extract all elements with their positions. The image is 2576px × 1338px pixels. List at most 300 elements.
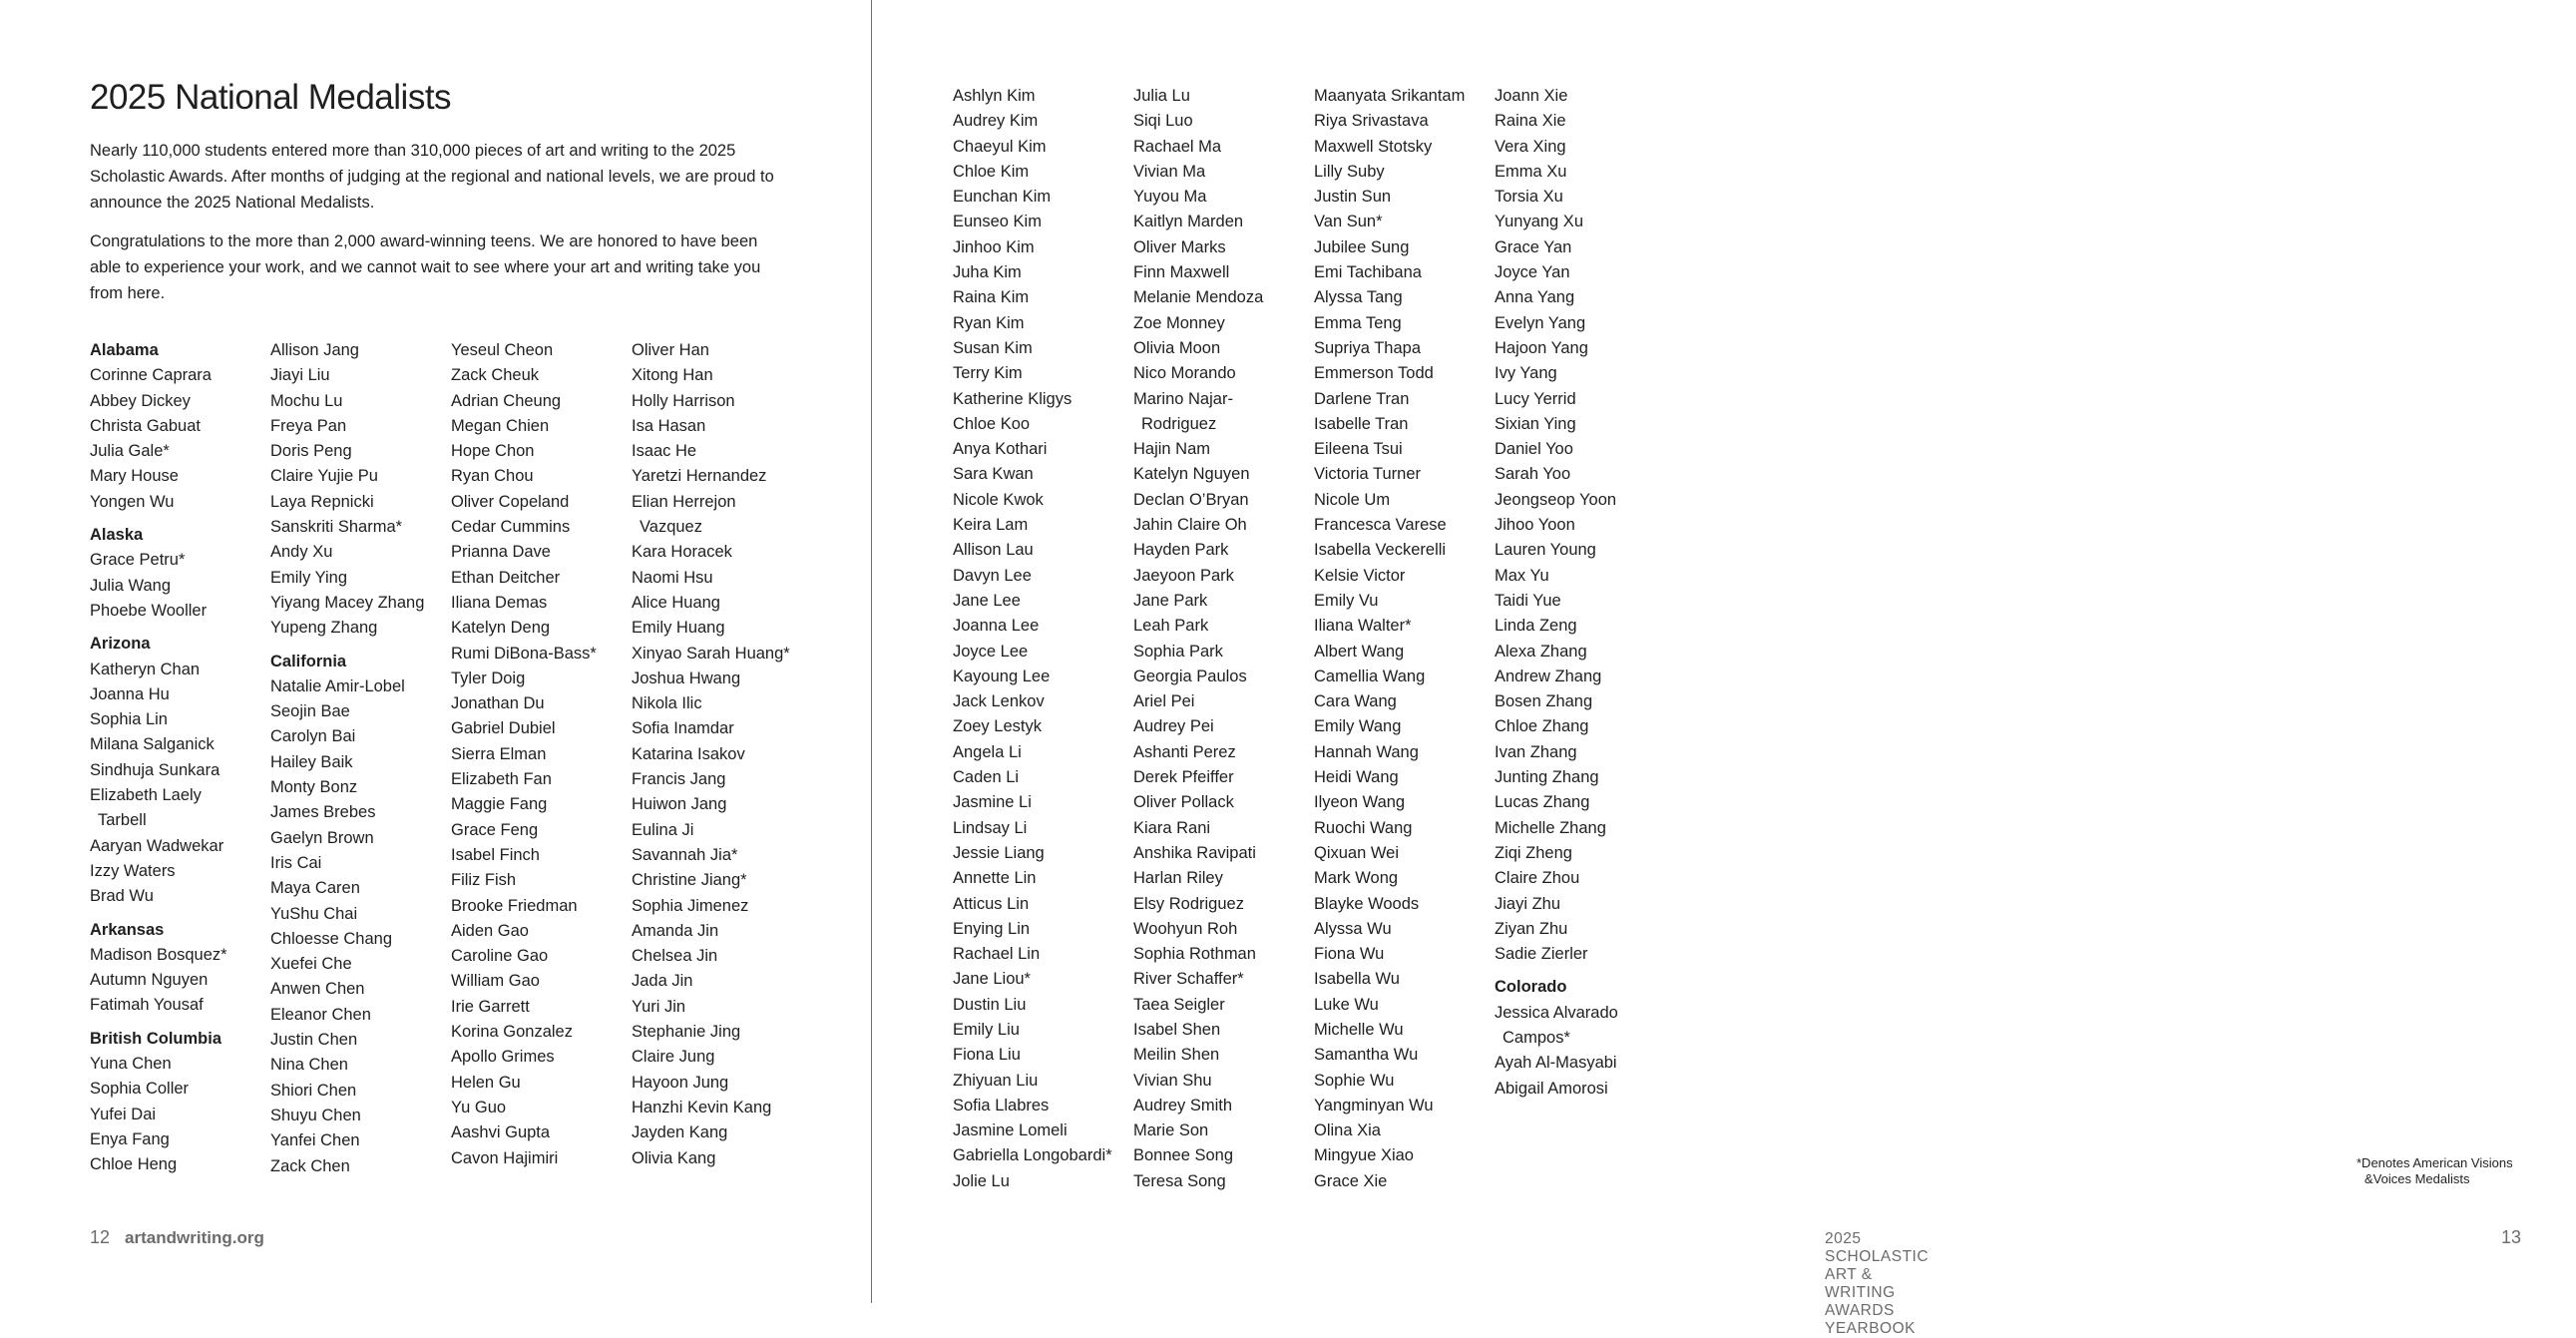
- medalist-name: River Schaffer*: [1133, 970, 1244, 989]
- medalist-name: Siqi Luo: [1133, 112, 1193, 131]
- medalist-name: Emily Huang: [632, 619, 725, 638]
- medalist-name: Andrew Zhang: [1495, 667, 1602, 685]
- medalist-name: Chaeyul Kim: [953, 137, 1047, 156]
- medalist-name: Maxwell Stotsky: [1314, 137, 1433, 156]
- medalist-name: Eunseo Kim: [953, 213, 1042, 231]
- medalist-name: Taea Seigler: [1133, 995, 1225, 1014]
- medalist-name: Oliver Pollack: [1133, 793, 1234, 812]
- medalist-name: Derek Pfeiffer: [1133, 768, 1234, 787]
- medalist-name: Freya Pan: [270, 416, 347, 435]
- medalist-name: Katelyn Deng: [451, 619, 551, 638]
- medalist-name: Jasmine Li: [953, 793, 1032, 812]
- medalist-name: Abbey Dickey: [90, 391, 191, 410]
- footer-site-link[interactable]: artandwriting.org: [125, 1228, 264, 1247]
- medalist-name: Grace Yan: [1495, 237, 1572, 256]
- medalist-name: Davyn Lee: [953, 566, 1032, 585]
- medalist-name: Junting Zhang: [1495, 768, 1599, 787]
- medalist-name: Nico Morando: [1133, 364, 1236, 383]
- medalist-name: Yunyang Xu: [1495, 213, 1583, 231]
- medalist-name: Emily Vu: [1314, 591, 1379, 610]
- medalist-name: Jiayi Zhu: [1495, 894, 1561, 913]
- medalist-name: Oliver Han: [632, 341, 709, 359]
- medalist-name: Isabelle Tran: [1314, 414, 1409, 433]
- medalist-name: Aaryan Wadwekar: [90, 836, 224, 855]
- medalist-name: Bosen Zhang: [1495, 692, 1593, 711]
- medalist-name: Adrian Cheung: [451, 391, 562, 410]
- medalist-name: Vivian Ma: [1133, 162, 1206, 181]
- medalist-name: Marie Son: [1133, 1121, 1209, 1140]
- medalist-name: William Gao: [451, 972, 540, 991]
- medalist-name: Enya Fang: [90, 1129, 170, 1148]
- medalist-name: Isabel Shen: [1133, 1020, 1221, 1039]
- medalist-name: Anwen Chen: [270, 980, 365, 999]
- medalist-name: Eulina Ji: [632, 820, 694, 839]
- medalist-name: Hajoon Yang: [1495, 338, 1588, 357]
- medalist-name: Autumn Nguyen: [90, 971, 209, 990]
- medalist-name: Eleanor Chen: [270, 1005, 371, 1024]
- medalist-name: Nikola Ilic: [632, 694, 702, 713]
- state-heading: Colorado: [1495, 978, 1567, 997]
- medalist-name: Isaac He: [632, 442, 697, 461]
- medalist-name: Juha Kim: [953, 263, 1022, 282]
- name-column-1: [90, 338, 274, 1178]
- name-column-8: [1495, 84, 1679, 1102]
- medalist-name: Taidi Yue: [1495, 591, 1561, 610]
- medalist-name: Iris Cai: [270, 853, 322, 872]
- medalist-name: Hannah Wang: [1314, 742, 1419, 761]
- medalist-name: Lucy Yerrid: [1495, 389, 1576, 408]
- medalist-name: Emmerson Todd: [1314, 364, 1434, 383]
- medalist-name: Declan O’Bryan: [1133, 490, 1249, 509]
- medalist-name: Sanskriti Sharma*: [270, 518, 403, 537]
- medalist-name: Claire Yujie Pu: [270, 467, 378, 486]
- medalist-name: Camellia Wang: [1314, 667, 1426, 685]
- medalist-name: Yongen Wu: [90, 492, 175, 511]
- medalist-name: Jane Lee: [953, 591, 1021, 610]
- medalist-name: Gaelyn Brown: [270, 828, 374, 847]
- medalist-name: Sophia Coller: [90, 1080, 190, 1099]
- medalist-name: Emma Xu: [1495, 162, 1567, 181]
- medalist-name: Jihoo Yoon: [1495, 516, 1575, 535]
- medalist-name: Yiyang Macey Zhang: [270, 593, 425, 612]
- name-column-5: [953, 84, 1137, 1194]
- medalist-name: Jessica Alvarado: [1495, 1003, 1618, 1022]
- medalist-name: Sofia Inamdar: [632, 719, 734, 738]
- medalist-name: Alice Huang: [632, 593, 720, 612]
- medalist-name: Katherine Kligys: [953, 389, 1073, 408]
- medalist-name: Fiona Liu: [953, 1046, 1021, 1065]
- medalist-name: Justin Chen: [270, 1031, 358, 1050]
- medalist-name: Ariel Pei: [1133, 692, 1195, 711]
- medalist-name: Brooke Friedman: [451, 896, 578, 915]
- medalist-name: Isabella Wu: [1314, 970, 1400, 989]
- medalist-name: Alexa Zhang: [1495, 642, 1587, 661]
- medalist-name: Isabel Finch: [451, 845, 540, 864]
- medalist-name: Huiwon Jang: [632, 795, 727, 814]
- medalist-name: Hajin Nam: [1133, 440, 1211, 459]
- medalist-name: Ethan Deitcher: [451, 568, 561, 587]
- medalist-name: Marino Najar-: [1133, 389, 1233, 408]
- medalist-name: Ivan Zhang: [1495, 742, 1577, 761]
- medalist-name: Phoebe Wooller: [90, 601, 208, 620]
- medalist-name: Jubilee Sung: [1314, 237, 1410, 256]
- medalist-name: Yuyou Ma: [1133, 188, 1207, 207]
- medalist-name: Seojin Bae: [270, 702, 350, 721]
- medalist-name: Megan Chien: [451, 416, 550, 435]
- medalist-name: Fiona Wu: [1314, 945, 1385, 964]
- medalist-name: Lindsay Li: [953, 818, 1028, 837]
- medalist-name: Yaretzi Hernandez: [632, 467, 767, 486]
- medalist-name: Rachael Ma: [1133, 137, 1222, 156]
- medalist-name: Filiz Fish: [451, 871, 517, 890]
- state-heading: British Columbia: [90, 1029, 222, 1048]
- medalist-name: Katheryn Chan: [90, 660, 201, 678]
- medalist-name: Gabriella Longobardi*: [953, 1146, 1112, 1165]
- medalist-name: Sophie Wu: [1314, 1071, 1395, 1090]
- medalist-name: Enying Lin: [953, 919, 1031, 938]
- intro-paragraph-2: Congratulations to the more than 2,000 award-winning teens. We are honored to have been able to experience your work, and we cannot wait to see where your art and writing take you from here.: [90, 232, 761, 302]
- medalist-name: Nicole Kwok: [953, 490, 1044, 509]
- medalist-name: Allison Jang: [270, 341, 359, 359]
- medalist-name: Hope Chon: [451, 442, 535, 461]
- medalist-name: Olina Xia: [1314, 1121, 1381, 1140]
- medalist-name: Sophia Rothman: [1133, 945, 1256, 964]
- medalist-name: Katelyn Nguyen: [1133, 465, 1250, 484]
- medalist-name: Zack Cheuk: [451, 366, 540, 385]
- medalist-name-continued: Tarbell: [98, 811, 147, 830]
- state-heading: Alabama: [90, 341, 159, 359]
- medalist-name: Daniel Yoo: [1495, 440, 1573, 459]
- medalist-name: Helen Gu: [451, 1073, 521, 1092]
- medalist-name: Milana Salganick: [90, 735, 215, 754]
- medalist-name: Ziyan Zhu: [1495, 919, 1568, 938]
- medalist-name: Yeseul Cheon: [451, 341, 554, 359]
- medalist-name: Joshua Hwang: [632, 669, 741, 687]
- medalist-name: Heidi Wang: [1314, 768, 1399, 787]
- medalist-name: Stephanie Jing: [632, 1023, 741, 1042]
- footnote: [2357, 1155, 2576, 1187]
- medalist-name: Maggie Fang: [451, 795, 548, 814]
- medalist-name: Supriya Thapa: [1314, 338, 1422, 357]
- medalist-name: Eileena Tsui: [1314, 440, 1403, 459]
- medalist-name: Sindhuja Sunkara: [90, 760, 220, 779]
- medalist-name: Grace Feng: [451, 820, 539, 839]
- medalist-name: Tyler Doig: [451, 669, 526, 687]
- medalist-name: Chloesse Chang: [270, 929, 392, 948]
- footnote-line: &Voices Medalists: [2364, 1171, 2470, 1186]
- name-column-4: [632, 338, 816, 1171]
- medalist-name: Jaeyoon Park: [1133, 566, 1234, 585]
- medalist-name: Ryan Chou: [451, 467, 534, 486]
- medalist-name: Gabriel Dubiel: [451, 719, 556, 738]
- medalist-name: Maanyata Srikantam: [1314, 87, 1466, 105]
- medalist-name: Ivy Yang: [1495, 364, 1557, 383]
- medalist-name: Xitong Han: [632, 366, 713, 385]
- medalist-name: Dustin Liu: [953, 995, 1027, 1014]
- medalist-name: Elian Herrejon: [632, 492, 736, 511]
- medalist-name: Linda Zeng: [1495, 617, 1577, 636]
- medalist-name: Georgia Paulos: [1133, 667, 1247, 685]
- medalist-name: Jack Lenkov: [953, 692, 1045, 711]
- medalist-name: Mochu Lu: [270, 391, 343, 410]
- medalist-name: Olivia Moon: [1133, 338, 1221, 357]
- medalist-name: Oliver Copeland: [451, 492, 570, 511]
- medalist-name: Francesca Varese: [1314, 516, 1447, 535]
- medalist-name: Hailey Baik: [270, 752, 353, 771]
- medalist-name: Aiden Gao: [451, 921, 529, 940]
- medalist-name: Kayoung Lee: [953, 667, 1051, 685]
- medalist-name: Caroline Gao: [451, 947, 549, 966]
- medalist-name: Cara Wang: [1314, 692, 1397, 711]
- medalist-name: Monty Bonz: [270, 778, 358, 797]
- medalist-name: Jane Liou*: [953, 970, 1031, 989]
- medalist-name: Emi Tachibana: [1314, 263, 1422, 282]
- state-heading: California: [270, 652, 347, 670]
- medalist-name: Rumi DiBona-Bass*: [451, 644, 597, 663]
- medalist-name: Lauren Young: [1495, 541, 1596, 560]
- medalist-name: Emily Liu: [953, 1020, 1020, 1039]
- page-number-right: 13: [2501, 1227, 2522, 1247]
- medalist-name: Leah Park: [1133, 617, 1209, 636]
- medalist-name: Melanie Mendoza: [1133, 288, 1264, 307]
- medalist-name: James Brebes: [270, 803, 376, 822]
- medalist-name: Xuefei Che: [270, 955, 352, 974]
- medalist-name: Blayke Woods: [1314, 894, 1420, 913]
- medalist-name: Sophia Park: [1133, 642, 1223, 661]
- medalist-name: Maya Caren: [270, 879, 360, 898]
- medalist-name: Justin Sun: [1314, 188, 1392, 207]
- medalist-name: Amanda Jin: [632, 921, 719, 940]
- medalist-name: Ruochi Wang: [1314, 818, 1413, 837]
- medalist-name: Alyssa Tang: [1314, 288, 1403, 307]
- medalist-name: Cedar Cummins: [451, 518, 571, 537]
- medalist-name: Chloe Zhang: [1495, 717, 1589, 736]
- medalist-name: Nicole Um: [1314, 490, 1391, 509]
- medalist-name: Jada Jin: [632, 972, 693, 991]
- name-column-3: [451, 338, 636, 1171]
- medalist-name: Jeongseop Yoon: [1495, 490, 1617, 509]
- medalist-name: Kaitlyn Marden: [1133, 213, 1244, 231]
- medalist-name: Yuna Chen: [90, 1055, 172, 1074]
- medalist-name: Victoria Turner: [1314, 465, 1421, 484]
- medalist-name: Francis Jang: [632, 770, 726, 789]
- medalist-name: Kelsie Victor: [1314, 566, 1406, 585]
- medalist-name: Eunchan Kim: [953, 188, 1052, 207]
- medalist-name: Sadie Zierler: [1495, 945, 1588, 964]
- medalist-name: Shuyu Chen: [270, 1106, 361, 1124]
- medalist-name: Jasmine Lomeli: [953, 1121, 1068, 1140]
- medalist-name: Woohyun Roh: [1133, 919, 1238, 938]
- medalist-name: Qixuan Wei: [1314, 843, 1399, 862]
- medalist-name: Apollo Grimes: [451, 1048, 555, 1067]
- medalist-name: Jinhoo Kim: [953, 237, 1035, 256]
- medalist-name: Christa Gabuat: [90, 416, 201, 435]
- name-column-6: [1133, 84, 1318, 1194]
- medalist-name: Michelle Wu: [1314, 1020, 1404, 1039]
- medalist-name: Chelsea Jin: [632, 947, 718, 966]
- medalist-name: Audrey Smith: [1133, 1096, 1233, 1115]
- medalist-name: Raina Kim: [953, 288, 1030, 307]
- medalist-name: Jayden Kang: [632, 1123, 728, 1142]
- medalist-name: Yupeng Zhang: [270, 619, 378, 638]
- medalist-name: Elsy Rodriguez: [1133, 894, 1244, 913]
- medalist-name: Chloe Kim: [953, 162, 1030, 181]
- medalist-name: Audrey Pei: [1133, 717, 1214, 736]
- medalist-name: Jonathan Du: [451, 694, 545, 713]
- medalist-name: Jolie Lu: [953, 1171, 1010, 1190]
- medalist-name: Hayden Park: [1133, 541, 1229, 560]
- medalist-name: Luke Wu: [1314, 995, 1379, 1014]
- medalist-name: Anna Yang: [1495, 288, 1575, 307]
- medalist-name: Susan Kim: [953, 338, 1033, 357]
- medalist-name: Samantha Wu: [1314, 1046, 1419, 1065]
- medalist-name: Katarina Isakov: [632, 744, 745, 763]
- medalist-name: Finn Maxwell: [1133, 263, 1230, 282]
- yearbook-title-footer: 2025 SCHOLASTIC ART & WRITING AWARDS YEARBOOK: [1825, 1230, 1930, 1337]
- medalist-name: Olivia Kang: [632, 1148, 716, 1167]
- book-spine-divider: [871, 0, 872, 1303]
- medalist-name: Yanfei Chen: [270, 1131, 360, 1150]
- page-title: 2025 National Medalists: [90, 78, 452, 117]
- medalist-name: Julia Lu: [1133, 87, 1190, 105]
- medalist-name: Jane Park: [1133, 591, 1208, 610]
- medalist-name: Ziqi Zheng: [1495, 843, 1572, 862]
- medalist-name: Emily Wang: [1314, 717, 1402, 736]
- medalist-name: Irie Garrett: [451, 997, 530, 1016]
- medalist-name: Sixian Ying: [1495, 414, 1576, 433]
- medalist-name: Emma Teng: [1314, 313, 1402, 332]
- medalist-name: Yufei Dai: [90, 1105, 157, 1123]
- medalist-name: Hanzhi Kevin Kang: [632, 1098, 772, 1116]
- medalist-name: Holly Harrison: [632, 391, 735, 410]
- medalist-name: Annette Lin: [953, 869, 1037, 888]
- state-heading: Arkansas: [90, 920, 165, 939]
- medalist-name: Kara Horacek: [632, 543, 732, 562]
- medalist-name: Allison Lau: [953, 541, 1034, 560]
- page-number-left: 12: [90, 1227, 111, 1247]
- state-heading: Alaska: [90, 526, 144, 545]
- medalist-name: YuShu Chai: [270, 904, 358, 923]
- medalist-name: Isabella Veckerelli: [1314, 541, 1447, 560]
- medalist-name: Jessie Liang: [953, 843, 1045, 862]
- medalist-name: Shiori Chen: [270, 1081, 357, 1100]
- medalist-name: Teresa Song: [1133, 1171, 1226, 1190]
- medalist-name: Zoey Lestyk: [953, 717, 1042, 736]
- medalist-name: Yangminyan Wu: [1314, 1096, 1434, 1115]
- medalist-name: Riya Srivastava: [1314, 112, 1429, 131]
- medalist-name: Audrey Kim: [953, 112, 1039, 131]
- medalist-name: Hayoon Jung: [632, 1073, 729, 1092]
- medalist-name: Joanna Hu: [90, 684, 170, 703]
- medalist-name: Andy Xu: [270, 543, 333, 562]
- medalist-name: Chloe Koo: [953, 414, 1031, 433]
- medalist-name: Ayah Al-Masyabi: [1495, 1054, 1617, 1073]
- medalist-name: Keira Lam: [953, 516, 1029, 535]
- medalist-name: Anshika Ravipati: [1133, 843, 1256, 862]
- medalist-name: Jahin Claire Oh: [1133, 516, 1247, 535]
- medalist-name: Abigail Amorosi: [1495, 1079, 1608, 1098]
- medalist-name: Claire Jung: [632, 1048, 715, 1067]
- medalist-name: Joyce Lee: [953, 642, 1029, 661]
- medalist-name: Elizabeth Fan: [451, 770, 552, 789]
- medalist-name: Terry Kim: [953, 364, 1023, 383]
- medalist-name: Ilyeon Wang: [1314, 793, 1406, 812]
- medalist-name: Yu Guo: [451, 1098, 507, 1116]
- medalist-name: Brad Wu: [90, 887, 154, 906]
- name-column-2: [270, 338, 455, 1179]
- medalist-name: Bonnee Song: [1133, 1146, 1234, 1165]
- medalist-name: Darlene Tran: [1314, 389, 1410, 408]
- medalist-name: Meilin Shen: [1133, 1046, 1220, 1065]
- medalist-name: Elizabeth Laely: [90, 786, 202, 805]
- medalist-name: Doris Peng: [270, 442, 352, 461]
- medalist-name: Harlan Riley: [1133, 869, 1223, 888]
- medalist-name: Vivian Shu: [1133, 1071, 1212, 1090]
- medalist-name: Iliana Walter*: [1314, 617, 1412, 636]
- medalist-name: Claire Zhou: [1495, 869, 1580, 888]
- medalist-name: Evelyn Yang: [1495, 313, 1586, 332]
- medalist-name: Van Sun*: [1314, 213, 1383, 231]
- medalist-name: Chloe Heng: [90, 1155, 178, 1174]
- medalist-name: Max Yu: [1495, 566, 1549, 585]
- medalist-name: Atticus Lin: [953, 894, 1030, 913]
- medalist-name: Savannah Jia*: [632, 845, 738, 864]
- medalist-name: Grace Xie: [1314, 1171, 1388, 1190]
- state-heading: Arizona: [90, 635, 151, 654]
- medalist-name: Cavon Hajimiri: [451, 1148, 559, 1167]
- medalist-name: Raina Xie: [1495, 112, 1566, 131]
- medalist-name: Isa Hasan: [632, 416, 706, 435]
- medalist-name: Zhiyuan Liu: [953, 1071, 1039, 1090]
- medalist-name: Lucas Zhang: [1495, 793, 1590, 812]
- medalist-name: Corinne Caprara: [90, 366, 212, 385]
- medalist-name: Sarah Yoo: [1495, 465, 1571, 484]
- medalist-name-continued: Campos*: [1503, 1028, 1570, 1047]
- medalist-name: Jiayi Liu: [270, 366, 330, 385]
- medalist-name: Torsia Xu: [1495, 188, 1563, 207]
- medalist-name: Rachael Lin: [953, 945, 1041, 964]
- medalist-name: Joann Xie: [1495, 87, 1568, 105]
- medalist-name: Izzy Waters: [90, 861, 176, 880]
- medalist-name: Prianna Dave: [451, 543, 551, 562]
- medalist-name: Julia Wang: [90, 576, 172, 595]
- medalist-name: Ashlyn Kim: [953, 87, 1036, 105]
- medalist-name: Sierra Elman: [451, 744, 547, 763]
- medalist-name: Oliver Marks: [1133, 237, 1226, 256]
- medalist-name: Madison Bosquez*: [90, 945, 227, 964]
- intro-paragraph-1: Nearly 110,000 students entered more than 310,000 pieces of art and writing to the 2025 Scholastic Awards. After months of judging at the regional and national levels, we are proud to announce the 2025 National Medalists.: [90, 142, 774, 212]
- medalist-name: Mary House: [90, 467, 179, 486]
- medalist-name: Sophia Jimenez: [632, 896, 749, 915]
- medalist-name: Sofia Llabres: [953, 1096, 1050, 1115]
- medalist-name: Joanna Lee: [953, 617, 1040, 636]
- medalist-name: Kiara Rani: [1133, 818, 1211, 837]
- medalist-name: Ashanti Perez: [1133, 742, 1236, 761]
- left-page-footer: [90, 1227, 264, 1248]
- medalist-name: Ryan Kim: [953, 313, 1025, 332]
- medalist-name: Mingyue Xiao: [1314, 1146, 1414, 1165]
- medalist-name: Grace Petru*: [90, 551, 186, 570]
- medalist-name: Laya Repnicki: [270, 492, 374, 511]
- medalist-name: Joyce Yan: [1495, 263, 1570, 282]
- medalist-name: Zoe Monney: [1133, 313, 1225, 332]
- medalist-name: Fatimah Yousaf: [90, 996, 204, 1015]
- medalist-name: Zack Chen: [270, 1156, 350, 1175]
- medalist-name: Alyssa Wu: [1314, 919, 1392, 938]
- medalist-name: Naomi Hsu: [632, 568, 713, 587]
- medalist-name: Natalie Amir-Lobel: [270, 676, 405, 695]
- footnote-line: *Denotes American Visions: [2357, 1155, 2513, 1170]
